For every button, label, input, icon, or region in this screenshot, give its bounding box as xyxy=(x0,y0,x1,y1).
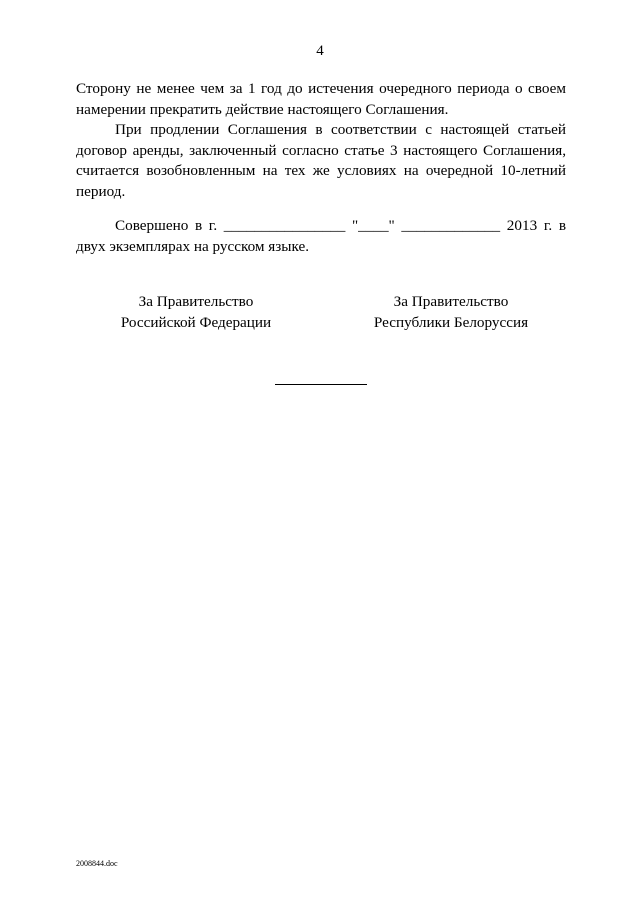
text-line: Сторону не менее чем за 1 год до истечения очередного периода о своем xyxy=(76,80,566,97)
text-line: договор аренды, заключенный согласно статье 3 настоящего Соглашения, xyxy=(76,141,566,159)
end-divider xyxy=(275,384,367,385)
page-number: 4 xyxy=(316,43,324,59)
text-line: Совершено в г. ________________ "____" _____________ 2013 г. в xyxy=(115,217,566,234)
paragraph-extension xyxy=(76,120,566,202)
text-line: При продлении Соглашения в соответствии с настоящей статьей xyxy=(115,121,566,138)
signature-party: Российской Федерации xyxy=(120,313,272,331)
paragraph-termination-notice xyxy=(76,79,566,120)
signature-party: Республики Белоруссия xyxy=(373,313,529,331)
signature-block-belarus xyxy=(366,292,536,333)
signature-block-russia xyxy=(116,292,276,333)
signature-label: За Правительство xyxy=(393,293,509,310)
text-line: намерении прекратить действие настоящего Соглашения. xyxy=(76,100,449,118)
signature-label: За Правительство xyxy=(138,293,254,310)
text-line: период. xyxy=(76,182,126,200)
text-line: двух экземплярах на русском языке. xyxy=(76,237,310,255)
document-file-code: 2008844.doc xyxy=(76,859,118,868)
paragraph-done-at xyxy=(76,216,566,257)
text-line: считается возобновленным на тех же условиях на очередной 10-летний xyxy=(76,162,566,179)
